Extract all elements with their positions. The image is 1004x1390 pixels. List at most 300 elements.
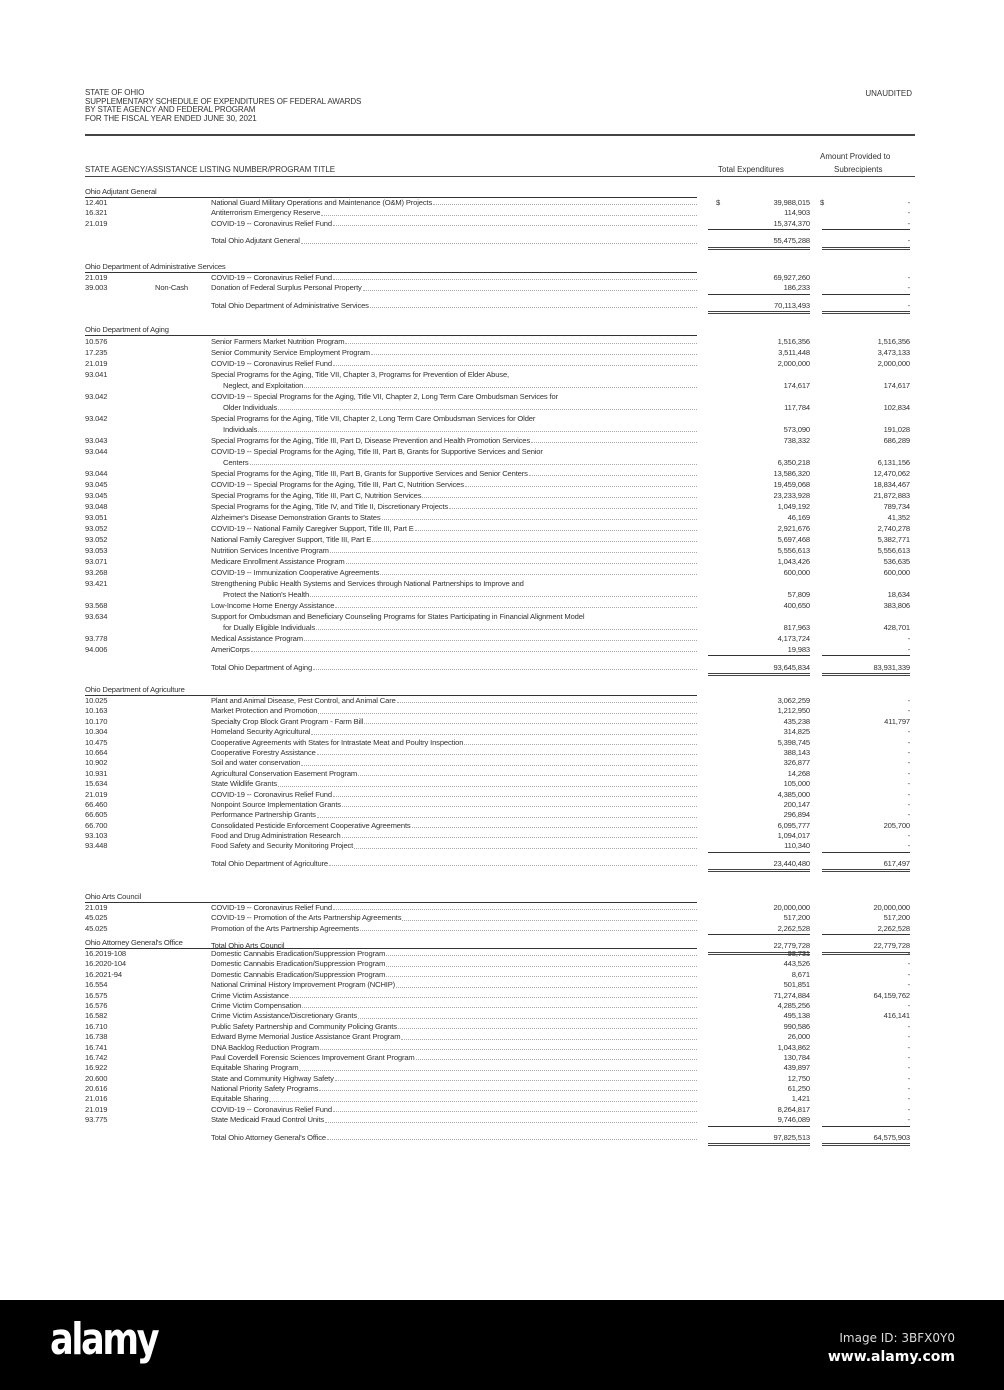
dot-leader bbox=[333, 1105, 697, 1112]
dot-leader bbox=[327, 1133, 697, 1140]
table-row bbox=[85, 810, 915, 820]
dot-leader bbox=[333, 790, 697, 797]
table-row bbox=[85, 644, 915, 655]
dot-leader bbox=[302, 1001, 697, 1008]
subrecipient-amount: 617,497 bbox=[822, 859, 910, 872]
total-expenditures: 435,238 bbox=[783, 716, 810, 726]
program-title bbox=[211, 821, 697, 831]
program-title bbox=[211, 413, 697, 424]
table-row bbox=[85, 790, 915, 800]
table-row bbox=[85, 556, 915, 567]
listing-number: 21.019 bbox=[85, 273, 108, 282]
program-title-text: Special Programs for the Aging, Title IV, and Title II, Discretionary Projects bbox=[211, 502, 449, 511]
dot-leader bbox=[310, 589, 697, 597]
program-title-text: COVID-19 -- Coronavirus Relief Fund bbox=[211, 273, 332, 282]
header-line: SUPPLEMENTARY SCHEDULE OF EXPENDITURES OF FEDERAL AWARDS bbox=[85, 96, 362, 106]
table-row bbox=[85, 273, 915, 283]
table-row bbox=[85, 821, 915, 831]
listing-number: 66.605 bbox=[85, 810, 108, 820]
dot-leader bbox=[317, 748, 697, 755]
total-expenditures: 110,340 bbox=[708, 841, 810, 852]
dot-leader bbox=[433, 198, 697, 205]
listing-number: 93.268 bbox=[85, 568, 108, 577]
listing-number: 93.041 bbox=[85, 370, 108, 379]
program-title-text: COVID-19 -- Coronavirus Relief Fund bbox=[211, 789, 332, 799]
subrecipient-amount: - bbox=[907, 768, 910, 778]
table-row bbox=[85, 589, 915, 600]
program-title bbox=[211, 1053, 697, 1063]
dot-leader bbox=[269, 1094, 697, 1101]
subrecipient-amount: - bbox=[907, 969, 910, 979]
program-title bbox=[211, 347, 697, 358]
subrecipient-amount: 600,000 bbox=[883, 568, 910, 577]
table-row bbox=[85, 1105, 915, 1115]
total-expenditures: 1,094,017 bbox=[777, 831, 810, 841]
program-title-text: Homeland Security Agricultural bbox=[211, 727, 311, 737]
program-title-text: Promotion of the Arts Partnership Agreements bbox=[211, 923, 359, 933]
subrecipient-amount: 416,141 bbox=[883, 1011, 910, 1021]
subrecipient-amount: 6,131,156 bbox=[877, 458, 910, 467]
subrecipient-amount: 1,516,356 bbox=[877, 337, 910, 346]
table-row bbox=[85, 369, 915, 380]
dot-leader bbox=[415, 523, 697, 531]
program-title bbox=[211, 810, 697, 820]
subrecipient-amount: - bbox=[907, 273, 910, 282]
total-expenditures: 3,062,259 bbox=[777, 696, 810, 705]
program-title bbox=[211, 1043, 697, 1053]
subrecipient-amount: - bbox=[907, 1042, 910, 1052]
program-title bbox=[211, 831, 697, 841]
program-title-text: Special Programs for the Aging, Title VII, Chapter 3, Programs for Prevention of Elder Abuse, bbox=[211, 370, 509, 379]
program-title bbox=[211, 1074, 697, 1084]
listing-number: 93.053 bbox=[85, 546, 108, 555]
program-title bbox=[211, 841, 697, 851]
dot-leader bbox=[396, 980, 697, 987]
program-title-text: Special Programs for the Aging, Title III, Part C, Nutrition Services bbox=[211, 491, 422, 500]
dot-leader bbox=[386, 959, 697, 966]
listing-number: 93.071 bbox=[85, 557, 108, 566]
total-expenditures: 3,511,448 bbox=[778, 348, 810, 357]
program-title bbox=[211, 369, 697, 380]
program-title bbox=[211, 479, 697, 490]
dot-leader bbox=[354, 841, 697, 848]
subrecipient-amount: - bbox=[907, 747, 910, 757]
listing-number: 93.044 bbox=[85, 469, 108, 478]
table-row bbox=[85, 380, 915, 391]
listing-number: 16.742 bbox=[85, 1052, 108, 1062]
program-title bbox=[211, 1063, 697, 1073]
table-row bbox=[85, 1043, 915, 1053]
program-title bbox=[223, 622, 697, 633]
program-title-text: Neglect, and Exploitation bbox=[223, 381, 304, 390]
listing-number: 16.738 bbox=[85, 1032, 108, 1042]
listing-number: 93.048 bbox=[85, 502, 108, 511]
dot-leader bbox=[278, 779, 697, 786]
total-expenditures: 4,173,724 bbox=[777, 634, 810, 643]
subrecipient-amount: - bbox=[907, 1063, 910, 1073]
dot-leader bbox=[299, 1063, 697, 1070]
listing-number: 10.163 bbox=[85, 706, 108, 716]
table-row bbox=[85, 991, 915, 1001]
program-title-text: for Dually Eligible Individuals bbox=[223, 623, 316, 632]
subrecipient-amount: - bbox=[907, 208, 910, 218]
program-title-text: Senior Farmers Market Nutrition Program bbox=[211, 337, 345, 346]
table-row bbox=[85, 959, 915, 969]
listing-number: 93.051 bbox=[85, 513, 108, 522]
agency-name: Ohio Department of Administrative Services bbox=[85, 261, 697, 273]
total-expenditures: 15,374,370 bbox=[708, 219, 810, 230]
dot-leader bbox=[401, 1032, 697, 1039]
total-expenditures: 61,250 bbox=[787, 1084, 810, 1094]
total-expenditures: 93,645,834 bbox=[708, 662, 810, 676]
dot-leader bbox=[345, 336, 697, 344]
subrecipient-amount: 686,289 bbox=[883, 436, 910, 445]
listing-number: 93.044 bbox=[85, 447, 108, 456]
table-row bbox=[85, 622, 915, 633]
dot-leader bbox=[531, 435, 697, 443]
dot-leader bbox=[529, 468, 697, 476]
dot-leader bbox=[372, 534, 697, 542]
total-expenditures: 439,897 bbox=[783, 1063, 810, 1073]
dot-leader bbox=[313, 662, 697, 670]
subrecipient-amount: - bbox=[822, 1115, 910, 1126]
listing-number: 10.576 bbox=[85, 337, 108, 346]
subrecipient-amount: - bbox=[907, 799, 910, 809]
total-expenditures: 105,000 bbox=[783, 779, 810, 789]
table-row bbox=[85, 358, 915, 369]
program-title-text: Paul Coverdell Forensic Sciences Improvement Grant Program bbox=[211, 1052, 415, 1062]
total-row bbox=[85, 301, 915, 311]
total-expenditures: 2,262,528 bbox=[708, 924, 810, 935]
total-expenditures: 46,169 bbox=[787, 513, 810, 522]
watermark-url: www.alamy.com bbox=[827, 1349, 955, 1365]
program-title-text: Market Protection and Promotion bbox=[211, 706, 318, 716]
listing-number: 45.025 bbox=[85, 913, 108, 923]
program-title bbox=[211, 545, 697, 556]
subrecipient-amount: - bbox=[907, 727, 910, 737]
total-expenditures: 200,147 bbox=[783, 799, 810, 809]
total-expenditures: 6,350,218 bbox=[777, 458, 810, 467]
program-title bbox=[211, 790, 697, 800]
total-expenditures: 117,784 bbox=[784, 403, 810, 412]
total-expenditures: 296,894 bbox=[783, 810, 810, 820]
program-title bbox=[211, 208, 697, 218]
program-title-text: Nonpoint Source Implementation Grants bbox=[211, 799, 341, 809]
col-program: STATE AGENCY/ASSISTANCE LISTING NUMBER/PROGRAM TITLE bbox=[85, 165, 336, 174]
program-title-text: Medicare Enrollment Assistance Program bbox=[211, 557, 345, 566]
agency-section bbox=[85, 324, 915, 673]
table-row bbox=[85, 198, 915, 208]
subrecipient-amount: 411,797 bbox=[884, 716, 910, 726]
program-title-text: Agricultural Conservation Easement Program bbox=[211, 768, 358, 778]
program-title bbox=[211, 1094, 697, 1104]
table-row bbox=[85, 831, 915, 841]
program-title bbox=[211, 1011, 697, 1021]
listing-number: 10.902 bbox=[85, 758, 108, 768]
program-title bbox=[211, 662, 697, 673]
table-row bbox=[85, 402, 915, 413]
total-expenditures: 495,138 bbox=[783, 1011, 810, 1021]
dot-leader bbox=[412, 821, 697, 828]
dot-leader bbox=[370, 301, 697, 308]
dot-leader bbox=[304, 380, 697, 388]
program-title bbox=[211, 501, 697, 512]
program-title bbox=[223, 457, 697, 468]
listing-number: 93.103 bbox=[85, 831, 108, 841]
total-expenditures: 19,983 bbox=[708, 644, 810, 656]
subrecipient-amount: 5,382,771 bbox=[877, 535, 910, 544]
table-row bbox=[85, 924, 915, 934]
table-row bbox=[85, 980, 915, 990]
dot-leader bbox=[335, 1074, 697, 1081]
table-row bbox=[85, 913, 915, 923]
program-title-text: Consolidated Pesticide Enforcement Cooperative Agreements bbox=[211, 820, 411, 830]
dot-leader bbox=[360, 924, 697, 931]
table-row bbox=[85, 490, 915, 501]
total-row bbox=[85, 859, 915, 869]
total-expenditures: 130,784 bbox=[783, 1052, 810, 1062]
agency-section bbox=[85, 261, 915, 311]
program-title bbox=[211, 1022, 697, 1032]
total-expenditures: 71,274,884 bbox=[773, 990, 810, 1000]
program-title bbox=[211, 490, 697, 501]
listing-number: 10.664 bbox=[85, 747, 108, 757]
column-rule bbox=[85, 176, 915, 177]
table-row bbox=[85, 841, 915, 851]
program-title-text: Senior Community Service Employment Program bbox=[211, 348, 370, 357]
table-row bbox=[85, 748, 915, 758]
total-expenditures: 600,000 bbox=[783, 568, 810, 577]
program-title-text: Alzheimer's Disease Demonstration Grants to States bbox=[211, 513, 381, 522]
program-title bbox=[211, 523, 697, 534]
program-title-text: Performance Partnership Grants bbox=[211, 810, 316, 820]
listing-number: 16.575 bbox=[85, 990, 108, 1000]
listing-number: 21.019 bbox=[85, 218, 108, 228]
total-expenditures: 990,586 bbox=[783, 1021, 810, 1031]
program-title-text: Medical Assistance Program bbox=[211, 634, 303, 643]
subrecipient-amount: 205,700 bbox=[883, 820, 910, 830]
program-title-text: Cooperative Forestry Assistance bbox=[211, 747, 316, 757]
total-expenditures: 14,268 bbox=[787, 768, 810, 778]
subrecipient-amount: - bbox=[822, 644, 910, 656]
total-expenditures: 1,212,950 bbox=[777, 706, 810, 716]
program-title bbox=[211, 198, 697, 208]
table-row bbox=[85, 283, 915, 293]
listing-number: 16.2021-94 bbox=[85, 969, 122, 979]
listing-number: 93.043 bbox=[85, 436, 108, 445]
program-title bbox=[211, 1001, 697, 1011]
subrecipient-amount: 41,352 bbox=[887, 513, 910, 522]
subrecipient-amount: - bbox=[907, 198, 910, 207]
total-expenditures: 2,921,676 bbox=[777, 524, 810, 533]
program-title bbox=[211, 769, 697, 779]
subrecipient-amount: 21,872,883 bbox=[873, 491, 910, 500]
listing-number: 93.778 bbox=[85, 634, 108, 643]
program-title-text: COVID-19 -- Coronavirus Relief Fund bbox=[211, 903, 332, 912]
dot-leader bbox=[258, 424, 697, 432]
listing-number: 93.421 bbox=[85, 579, 108, 588]
total-expenditures: 186,233 bbox=[708, 283, 810, 294]
subrecipient-amount: - bbox=[822, 301, 910, 314]
total-row bbox=[85, 236, 915, 246]
table-row bbox=[85, 758, 915, 768]
program-title bbox=[211, 611, 697, 622]
program-title bbox=[211, 633, 697, 644]
listing-number: 93.052 bbox=[85, 524, 108, 533]
dot-leader bbox=[304, 633, 697, 641]
program-title-text: Older Individuals bbox=[223, 403, 278, 412]
listing-number: 16.576 bbox=[85, 1000, 108, 1010]
table-row bbox=[85, 347, 915, 358]
total-expenditures: 1,516,356 bbox=[777, 337, 810, 346]
program-title-text: Equitable Sharing Program bbox=[211, 1063, 299, 1073]
program-title bbox=[223, 380, 697, 391]
subrecipient-amount: - bbox=[907, 1000, 910, 1010]
subrecipient-amount: 383,806 bbox=[883, 601, 910, 610]
total-expenditures: 6,095,777 bbox=[777, 820, 810, 830]
table-row bbox=[85, 1011, 915, 1021]
table-row bbox=[85, 1001, 915, 1011]
program-title bbox=[211, 336, 697, 347]
total-expenditures: 174,617 bbox=[783, 381, 810, 390]
subrecipient-amount: 2,000,000 bbox=[877, 359, 910, 368]
program-title bbox=[211, 1105, 697, 1115]
subrecipient-amount: - bbox=[907, 1032, 910, 1042]
table-row bbox=[85, 727, 915, 737]
total-expenditures: 738,332 bbox=[783, 436, 810, 445]
total-expenditures: 1,421 bbox=[791, 1094, 810, 1104]
table-row bbox=[85, 717, 915, 727]
program-title bbox=[211, 534, 697, 545]
program-title-text: Special Programs for the Aging, Title III, Part D, Disease Prevention and Health Promotion Services bbox=[211, 436, 531, 445]
table-row bbox=[85, 468, 915, 479]
dot-leader bbox=[333, 903, 697, 910]
program-title bbox=[211, 696, 697, 706]
table-row bbox=[85, 1074, 915, 1084]
dot-leader bbox=[346, 556, 697, 564]
subrecipient-amount: - bbox=[907, 831, 910, 841]
program-title-text: Domestic Cannabis Eradication/Suppression Program bbox=[211, 959, 386, 969]
program-title bbox=[223, 424, 697, 435]
total-row bbox=[85, 662, 915, 673]
subrecipient-amount: 174,617 bbox=[883, 381, 910, 390]
listing-number: 21.019 bbox=[85, 903, 108, 912]
header-line: BY STATE AGENCY AND FEDERAL PROGRAM bbox=[85, 105, 256, 114]
program-title bbox=[211, 391, 697, 402]
subrecipient-amount: 5,556,613 bbox=[877, 546, 910, 555]
program-title-text: Cooperative Agreements with States for Intrastate Meat and Poultry Inspection bbox=[211, 737, 464, 747]
program-title-text: Crime Victim Assistance bbox=[211, 990, 289, 1000]
subrecipient-amount: 12,470,062 bbox=[873, 469, 910, 478]
program-title-text: State Medicaid Fraud Control Units bbox=[211, 1115, 325, 1125]
program-title bbox=[211, 1133, 697, 1143]
dot-leader bbox=[371, 347, 697, 355]
note-label: Non-Cash bbox=[155, 283, 188, 293]
program-title bbox=[211, 970, 697, 980]
table-row bbox=[85, 738, 915, 748]
program-title bbox=[211, 924, 697, 934]
col-total: Total Expenditures bbox=[718, 165, 784, 174]
table-row bbox=[85, 970, 915, 980]
program-title bbox=[211, 600, 697, 611]
subrecipient-amount: 20,000,000 bbox=[873, 903, 910, 912]
program-title-text: Crime Victim Compensation bbox=[211, 1000, 302, 1010]
alamy-logo: alamy bbox=[50, 1314, 158, 1365]
subrecipient-amount: - bbox=[907, 1094, 910, 1104]
program-title bbox=[211, 913, 697, 923]
dot-leader bbox=[464, 738, 697, 745]
subrecipient-amount: - bbox=[907, 1084, 910, 1094]
dot-leader bbox=[329, 859, 697, 866]
total-expenditures: 70,113,493 bbox=[708, 301, 810, 314]
table-row bbox=[85, 706, 915, 716]
dot-leader bbox=[316, 622, 697, 630]
program-title bbox=[211, 273, 697, 283]
listing-number: 16.710 bbox=[85, 1021, 108, 1031]
total-expenditures: 39,988,015 bbox=[773, 198, 810, 207]
dot-leader bbox=[422, 490, 697, 498]
listing-number: 93.634 bbox=[85, 612, 108, 621]
subrecipient-amount: - bbox=[907, 737, 910, 747]
listing-number: 45.025 bbox=[85, 923, 108, 933]
table-row bbox=[85, 501, 915, 512]
dot-leader bbox=[342, 800, 697, 807]
program-title bbox=[223, 402, 697, 413]
dot-leader bbox=[290, 991, 697, 998]
dot-leader bbox=[318, 706, 697, 713]
program-title-text: DNA Backlog Reduction Program bbox=[211, 1042, 319, 1052]
table-row bbox=[85, 633, 915, 644]
program-title-text: Equitable Sharing bbox=[211, 1094, 269, 1104]
agency-section bbox=[85, 684, 915, 869]
dot-leader bbox=[380, 567, 697, 575]
program-title-text: Protect the Nation's Health bbox=[223, 590, 310, 599]
total-expenditures: 314,825 bbox=[783, 727, 810, 737]
listing-number: 15.634 bbox=[85, 779, 108, 789]
total-expenditures: 55,475,288 bbox=[708, 236, 810, 249]
listing-number: 66.460 bbox=[85, 799, 108, 809]
table-row bbox=[85, 479, 915, 490]
dot-leader bbox=[386, 970, 697, 977]
dot-leader bbox=[449, 501, 697, 509]
total-expenditures: 8,264,817 bbox=[777, 1104, 810, 1114]
subrecipient-amount: - bbox=[822, 236, 910, 249]
total-expenditures: 326,877 bbox=[783, 758, 810, 768]
agency-section bbox=[85, 186, 915, 247]
dot-leader bbox=[358, 1011, 697, 1018]
total-expenditures: 12,750 bbox=[787, 1073, 810, 1083]
dot-leader bbox=[382, 512, 697, 520]
total-expenditures: 69,927,260 bbox=[773, 273, 810, 282]
program-title-text: COVID-19 -- Promotion of the Arts Partnership Agreements bbox=[211, 913, 402, 923]
dot-leader bbox=[386, 949, 697, 956]
table-row bbox=[85, 457, 915, 468]
program-title-text: Crime Victim Assistance/Discretionary Grants bbox=[211, 1011, 358, 1021]
table-row bbox=[85, 800, 915, 810]
table-row bbox=[85, 611, 915, 622]
total-expenditures: 22,779,728 bbox=[708, 941, 810, 954]
dot-leader bbox=[251, 644, 697, 652]
program-title-text: Total Ohio Attorney General's Office bbox=[211, 1132, 326, 1142]
dot-leader bbox=[398, 1022, 697, 1029]
table-row bbox=[85, 523, 915, 534]
program-title bbox=[211, 717, 697, 727]
subrecipient-amount: - bbox=[907, 949, 910, 958]
program-title-text: Total Ohio Arts Council bbox=[211, 941, 285, 951]
subrecipient-amount: - bbox=[822, 841, 910, 852]
dot-leader bbox=[320, 1043, 697, 1050]
total-expenditures: 1,043,862 bbox=[777, 1042, 810, 1052]
